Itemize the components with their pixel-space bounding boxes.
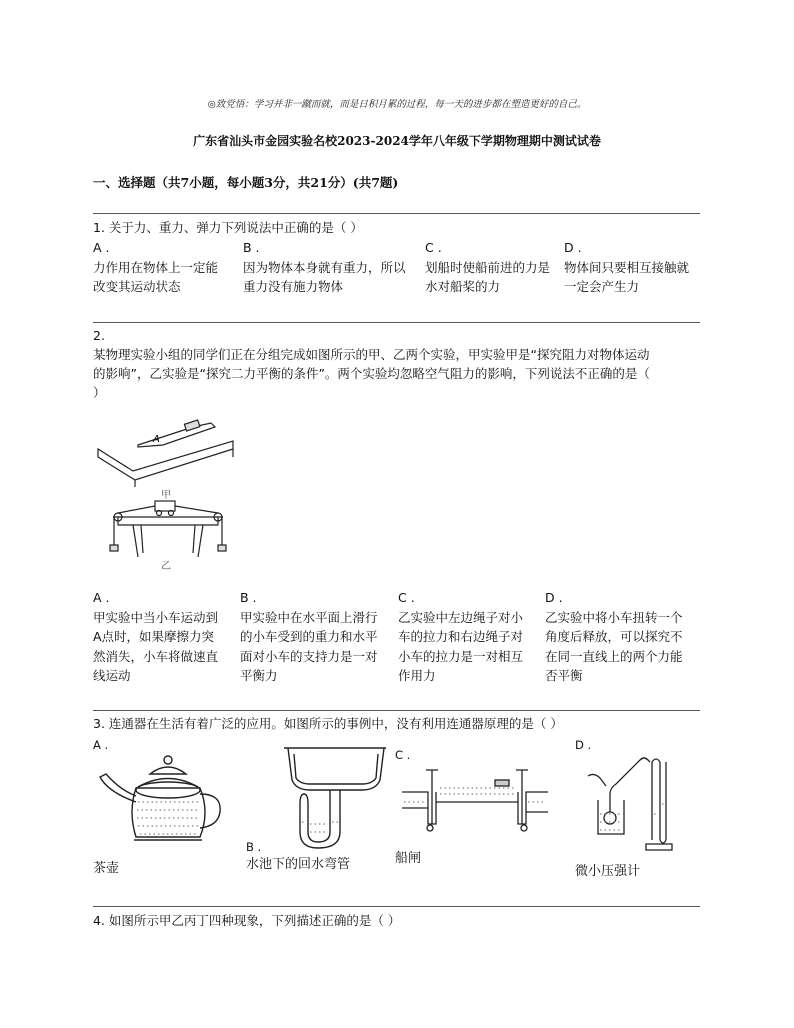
incline <box>138 423 215 447</box>
divider <box>93 213 700 214</box>
q2-stem <box>93 326 703 402</box>
q3-caption-a: 茶壶 <box>93 861 120 876</box>
q4-stem: 4. 如图所示甲乙丙丁四种现象，下列描述正确的是（ ） <box>93 913 401 928</box>
divider <box>93 710 700 711</box>
ramp-table <box>98 441 233 480</box>
q3-caption-d: 微小压强计 <box>575 864 641 879</box>
q1-option-d[interactable] <box>564 238 704 297</box>
q3-stem: 3. 连通器在生活有着广泛的应用。如图所示的事例中，没有利用连通器原理的是（ ） <box>93 716 563 731</box>
option-line: 在同一直线上的两个力能 <box>545 648 683 664</box>
option-line: 然消失，小车将做速直 <box>93 648 219 664</box>
right-weight <box>218 545 226 551</box>
q3-option-a-label[interactable]: A . <box>93 738 109 752</box>
option-line: 物体间只要相互接触就 <box>564 259 690 275</box>
exam-title: 广东省汕头市金园实验名校2023-2024学年八年级下学期物理期中测试试卷 <box>193 134 601 148</box>
option-line: 作用力 <box>398 668 436 683</box>
q2-stem-line: 的影响”，乙实验是“探究二力平衡的条件”。两个实验均忽略空气阻力的影响，下列说法不正确的是（ <box>93 366 650 381</box>
q2-option-d[interactable] <box>545 588 705 686</box>
q3-caption-c: 船闸 <box>395 851 422 866</box>
option-line: 乙实验中将小车扭转一个 <box>545 609 683 625</box>
label-yi: 乙 <box>161 561 171 572</box>
option-label: A . <box>93 240 110 255</box>
small-cart <box>155 501 175 511</box>
option-label: A . <box>93 590 110 605</box>
point-a-label: A <box>153 434 160 445</box>
q3-caption-b: 水池下的回水弯管 <box>246 857 351 872</box>
q2-option-b[interactable] <box>240 588 395 686</box>
boat <box>495 780 509 786</box>
q2-number: 2. <box>93 328 105 343</box>
option-line: 线运动 <box>93 668 131 683</box>
option-line: 划船时使船前进的力是 <box>425 259 551 275</box>
motto-line: ◎致党悟：学习并非一蹴而就，而是日积月累的过程，每一天的进步都在塑造更好的自己。 <box>207 99 587 110</box>
option-line: 改变其运动状态 <box>93 279 181 294</box>
option-line: 小车的拉力是一对相互 <box>398 648 524 664</box>
option-line: A点时，如果摩擦力突 <box>93 629 215 644</box>
divider <box>93 906 700 907</box>
option-line: 乙实验中左边绳子对小 <box>398 609 524 625</box>
label-jia: 甲 <box>161 490 171 501</box>
q1-option-b[interactable] <box>243 238 423 297</box>
option-label: B . <box>243 240 260 255</box>
q3-option-c-label[interactable]: C . <box>395 748 411 762</box>
section-heading: 一、选择题（共7小题，每小题3分，共21分）(共7题) <box>93 175 399 190</box>
option-line: 角度后释放，可以探究不 <box>545 629 683 644</box>
left-weight <box>110 545 118 551</box>
option-label: C . <box>398 590 415 605</box>
q2-stem-line: ） <box>93 385 106 400</box>
option-line: 重力没有施力物体 <box>243 279 344 294</box>
option-label: C . <box>425 240 442 255</box>
option-line: 甲实验中当小车运动到 <box>93 609 219 625</box>
option-line: 水对船桨的力 <box>425 279 501 294</box>
option-line: 力作用在物体上一定能 <box>93 259 219 275</box>
option-line: 否平衡 <box>545 668 583 683</box>
option-line: 甲实验中在水平面上滑行 <box>240 609 378 625</box>
q1-option-c[interactable] <box>425 238 565 297</box>
option-line: 因为物体本身就有重力，所以 <box>243 259 406 275</box>
divider <box>93 322 700 323</box>
q2-option-c[interactable] <box>398 588 543 686</box>
q2-option-a[interactable] <box>93 588 238 686</box>
option-line: 面对小车的支持力是一对 <box>240 648 378 664</box>
sink-trap-icon[interactable] <box>282 744 392 844</box>
q1-option-a[interactable] <box>93 238 238 297</box>
option-line: 平衡力 <box>240 668 278 683</box>
option-line: 一定会产生力 <box>564 279 640 294</box>
q2-figure <box>93 405 243 575</box>
q2-stem-line: 某物理实验小组的同学们正在分组完成如图所示的甲、乙两个实验，甲实验甲是“探究阻力对物体运动 <box>93 347 650 362</box>
option-label: B . <box>240 590 257 605</box>
option-line: 车的拉力和右边绳子对 <box>398 629 524 644</box>
pressure-gauge-icon[interactable] <box>580 754 690 854</box>
q3-option-d-label[interactable]: D . <box>575 738 592 752</box>
option-label: D . <box>545 590 563 605</box>
option-line: 的小车受到的重力和水平 <box>240 629 378 644</box>
q3-option-b-label[interactable]: B . <box>246 840 262 854</box>
teapot-icon[interactable] <box>98 752 228 852</box>
q1-stem: 1. 关于力、重力、弹力下列说法中正确的是（ ） <box>93 220 363 235</box>
option-label: D . <box>564 240 582 255</box>
ship-lock-icon[interactable] <box>400 762 550 840</box>
